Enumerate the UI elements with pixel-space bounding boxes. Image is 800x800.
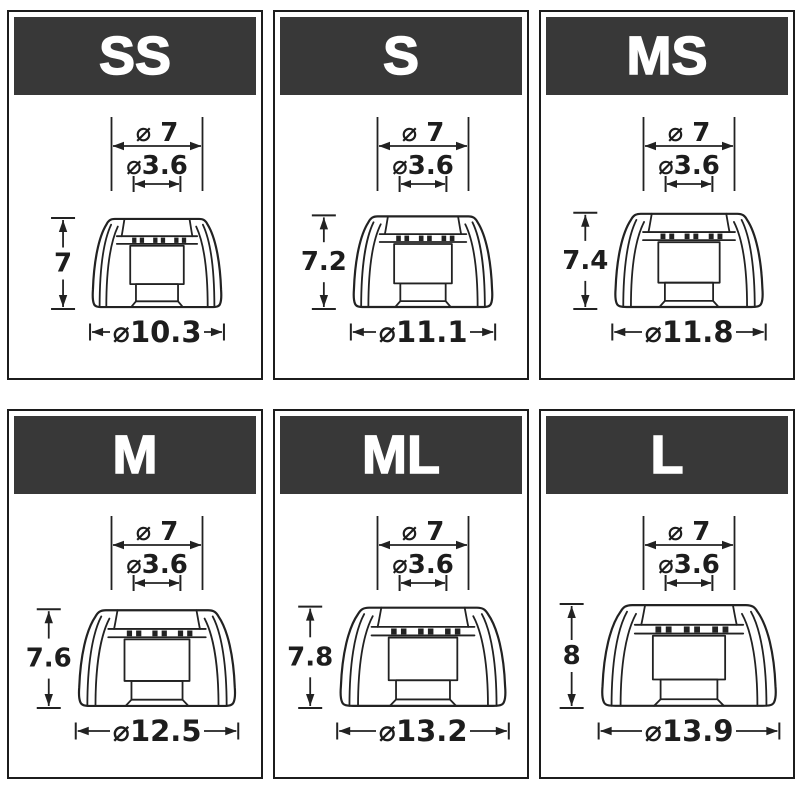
height-dimension <box>287 607 333 708</box>
size-label: SS <box>98 26 172 86</box>
dimension-drawing <box>546 494 788 766</box>
size-header <box>14 17 256 95</box>
inner-diameter-dimension <box>392 550 454 591</box>
size-panel <box>7 409 263 779</box>
base-diameter-label: ⌀13.2 <box>378 714 468 748</box>
size-label: M <box>112 425 158 485</box>
size-label: S <box>382 26 420 86</box>
height-label: 7.8 <box>287 642 334 673</box>
dimension-drawing <box>546 95 788 367</box>
top-diameter-label: ⌀ 7 <box>667 517 711 547</box>
dimension-drawing <box>14 494 256 766</box>
top-diameter-label: ⌀ 7 <box>135 517 179 547</box>
top-diameter-label: ⌀ 7 <box>667 118 711 148</box>
dimension-figure <box>280 494 522 772</box>
top-diameter-label: ⌀ 7 <box>401 118 445 148</box>
dimension-figure <box>280 95 522 373</box>
base-diameter-dimension <box>337 714 509 748</box>
size-header <box>546 17 788 95</box>
size-panel <box>273 10 529 380</box>
eartip-drawing <box>93 219 222 307</box>
height-label: 7.4 <box>562 245 609 276</box>
height-label: 7 <box>54 248 73 279</box>
inner-diameter-dimension <box>392 151 454 192</box>
height-dimension <box>560 604 584 708</box>
dimension-figure <box>546 95 788 373</box>
size-panel <box>7 10 263 380</box>
height-dimension <box>26 609 72 708</box>
eartip-drawing <box>341 608 506 706</box>
base-diameter-dimension <box>90 315 224 349</box>
size-header <box>280 17 522 95</box>
eartip-drawing <box>354 216 493 307</box>
base-diameter-dimension <box>599 714 780 748</box>
height-dimension <box>301 215 347 309</box>
base-diameter-dimension <box>612 315 765 349</box>
inner-diameter-label: ⌀3.6 <box>658 151 720 181</box>
inner-diameter-dimension <box>658 550 720 591</box>
size-label: ML <box>362 425 440 485</box>
eartip-drawing <box>79 610 235 706</box>
size-header <box>546 416 788 494</box>
size-label: L <box>650 425 684 485</box>
inner-diameter-dimension <box>658 151 720 192</box>
base-diameter-label: ⌀12.5 <box>112 714 202 748</box>
dimension-drawing <box>14 95 256 367</box>
dimension-figure <box>546 494 788 772</box>
size-panel <box>539 10 795 380</box>
base-diameter-label: ⌀13.9 <box>644 714 734 748</box>
height-label: 7.6 <box>25 643 72 674</box>
inner-diameter-dimension <box>126 151 188 192</box>
inner-diameter-label: ⌀3.6 <box>392 151 454 181</box>
base-diameter-label: ⌀11.1 <box>378 315 468 349</box>
size-header <box>14 416 256 494</box>
size-header <box>280 416 522 494</box>
eartip-drawing <box>615 214 762 307</box>
inner-diameter-label: ⌀3.6 <box>658 550 720 580</box>
inner-diameter-label: ⌀3.6 <box>392 550 454 580</box>
inner-diameter-dimension <box>126 550 188 591</box>
height-label: 8 <box>562 641 581 671</box>
dimension-drawing <box>280 95 522 367</box>
height-dimension <box>51 218 75 309</box>
size-panel <box>539 409 795 779</box>
height-dimension <box>562 213 608 309</box>
top-diameter-label: ⌀ 7 <box>401 517 445 547</box>
base-diameter-dimension <box>351 315 495 349</box>
dimension-figure <box>14 95 256 373</box>
inner-diameter-label: ⌀3.6 <box>126 550 188 580</box>
base-diameter-label: ⌀10.3 <box>112 315 202 349</box>
eartip-drawing <box>602 605 775 706</box>
size-label: MS <box>626 26 708 86</box>
top-diameter-label: ⌀ 7 <box>135 118 179 148</box>
base-diameter-label: ⌀11.8 <box>644 315 734 349</box>
inner-diameter-label: ⌀3.6 <box>126 151 188 181</box>
dimension-drawing <box>280 494 522 766</box>
size-panel <box>273 409 529 779</box>
height-label: 7.2 <box>300 247 347 278</box>
dimension-figure <box>14 494 256 772</box>
base-diameter-dimension <box>76 714 239 748</box>
